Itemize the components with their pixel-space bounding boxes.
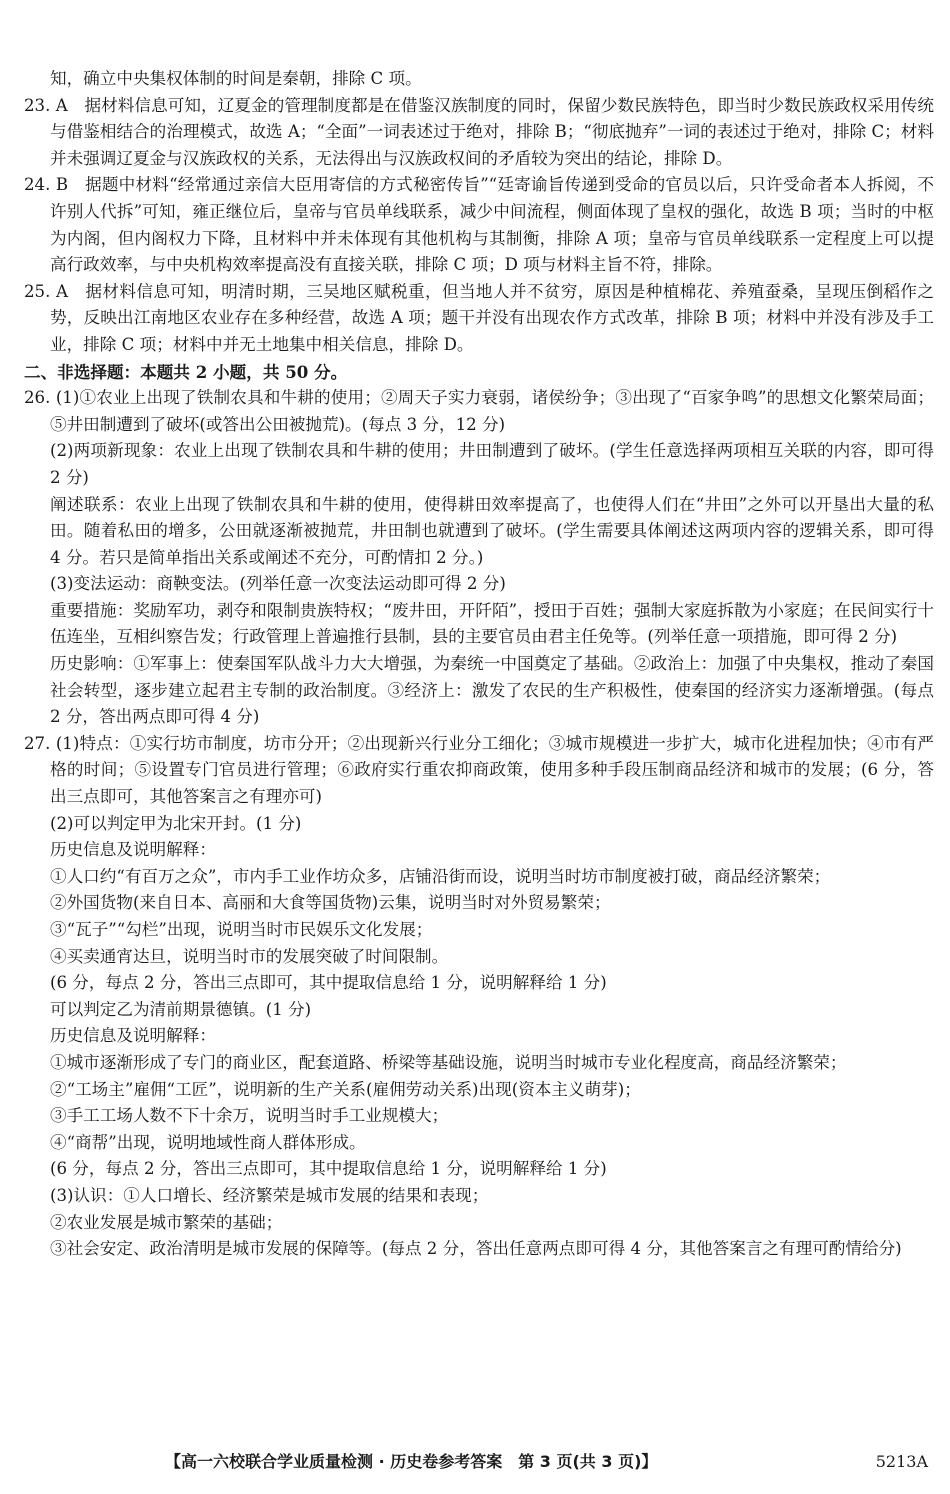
paper-code: 5213A [875,1452,928,1471]
answer-paragraph: 知，确立中央集权体制的时间是秦朝，排除 C 项。 [50,69,422,88]
answer-paragraph: ④“商帮”出现，说明地域性商人群体形成。 [50,1132,366,1152]
answer-paragraph: 27. (1)特点：①实行坊市制度，坊市分开；②出现新兴行业分工细化；③城市规模进一步扩大，城市化进程加快；④市有严格的时间；⑤设置专门官员进行管理；⑥政府实行重农抑商政策，使用多种手段压制商品经济和城市的发展；(6 分，答出三点即可，其他答案言之有理亦可) [24,733,934,807]
footer-title: 【高一六校联合学业质量检测 · 历史卷参考答案 第 3 页(共 3 页)】 [165,1452,658,1471]
answer-paragraph: (3)变法运动：商鞅变法。(列举任意一次变法运动即可得 2 分) [50,574,506,594]
answer-paragraph: ④买卖通宵达旦，说明当时市的发展突破了时间限制。 [50,946,449,966]
answer-paragraph: ③社会安定、政治清明是城市发展的保障等。(每点 2 分，答出任意两点即可得 4 分，其他答案言之有理可酌情给分) [50,1239,902,1259]
answer-paragraph: 25. A 据材料信息可知，明清时期，三吴地区赋税重，但当地人并不贫穷，原因是种植棉花、养殖蚕桑，呈现压倒稻作之势，反映出江南地区农业存在多种经营，故选 A 项；题干并没有出现农作方式改革，排除 B 项；材料中并没有涉及手工业，排除 C 项；材料中并无土地集中相关信息，排除 D。 [24,281,934,354]
answer-paragraph: (6 分，每点 2 分，答出三点即可，其中提取信息给 1 分，说明解释给 1 分) [50,1159,607,1179]
answer-paragraph: 重要措施：奖励军功，剥夺和限制贵族特权；“废井田，开阡陌”，授田于百姓；强制大家庭拆散为小家庭；在民间实行十伍连坐，互相纠察告发；行政管理上普遍推行县制，县的主要官员由君主任免等。(列举任意一项措施，即可得 2 分) [50,600,934,647]
answer-paragraph: 可以判定乙为清前期景德镇。(1 分) [50,999,312,1019]
answer-paragraph: 24. B 据题中材料“经常通过亲信大臣用寄信的方式秘密传旨”“廷寄谕旨传递到受命的官员以后，只许受命者本人拆阅，不许别人代拆”可知，雍正继位后，皇帝与官员单线联系，减少中间流程，侧面体现了皇权的强化，故选 B 项；当时的中枢为内阁，但内阁权力下降，且材料中并未体现有其他机构与其制衡，排除 A 项；皇帝与官员单线联系一定程度上可以提高行政效率，与中央机构效率提高没有直接关联，排除 C 项；D 项与材料主旨不符，排除。 [24,175,934,275]
answer-key-content [24,66,934,1263]
answer-paragraph: (2)可以判定甲为北宋开封。(1 分) [50,813,302,833]
answer-paragraph: (2)两项新现象：农业上出现了铁制农具和牛耕的使用；井田制遭到了破坏。(学生任意选择两项相互关联的内容，即可得 2 分) [50,441,934,487]
answer-paragraph: ②外国货物(来自日本、高丽和大食等国货物)云集，说明当时对外贸易繁荣； [50,893,611,913]
answer-paragraph: (6 分，每点 2 分，答出三点即可，其中提取信息给 1 分，说明解释给 1 分) [50,973,607,993]
answer-paragraph: ③手工工场人数不下十余万，说明当时手工业规模大； [50,1106,449,1126]
answer-paragraph: (3)认识：①人口增长、经济繁荣是城市发展的结果和表现； [50,1185,489,1205]
section-heading: 二、非选择题：本题共 2 小题，共 50 分。 [24,361,348,382]
answer-paragraph: 历史信息及说明解释： [50,840,216,860]
answer-paragraph: 23. A 据材料信息可知，辽夏金的管理制度都是在借鉴汉族制度的同时，保留少数民族特色，即当时少数民族政权采用传统与借鉴相结合的治理模式，故选 A；“全面”一词表述过于绝对，排除 B；“彻底抛弃”一词的表述过于绝对，排除 C；材料并未强调辽夏金与汉族政权的关系，无法得出与汉族政权间的矛盾较为突出的结论，排除 D。 [24,95,934,168]
answer-paragraph: ②“工场主”雇佣“工匠”，说明新的生产关系(雇佣劳动关系)出现(资本主义萌芽)； [50,1079,641,1099]
answer-paragraph: 历史信息及说明解释： [50,1026,216,1046]
answer-paragraph: 阐述联系：农业上出现了铁制农具和牛耕的使用，使得耕田效率提高了，也使得人们在“井田”之外可以开垦出大量的私田。随着私田的增多，公田就逐渐被抛荒，井田制也就遭到了破坏。(学生需要具体阐述这两项内容的逻辑关系，即可得 4 分。若只是简单指出关系或阐述不充分，可酌情扣 2 分。) [50,494,934,567]
page-footer [0,1448,950,1478]
answer-paragraph: ③“瓦子”“勾栏”出现，说明当时市民娱乐文化发展； [50,920,433,939]
answer-paragraph: ①城市逐渐形成了专门的商业区，配套道路、桥梁等基础设施，说明当时城市专业化程度高，商品经济繁荣； [50,1052,847,1072]
answer-paragraph: 26. (1)①农业上出现了铁制农具和牛耕的使用；②周天子实力衰弱，诸侯纷争；③出现了“百家争鸣”的思想文化繁荣局面；⑤井田制遭到了破坏(或答出公田被抛荒)。(每点 3 分，12 分) [24,388,934,434]
answer-paragraph: 历史影响：①军事上：使秦国军队战斗力大大增强，为秦统一中国奠定了基础。②政治上：加强了中央集权，推动了秦国社会转型，逐步建立起君主专制的政治制度。③经济上：激发了农民的生产积极性，使秦国的经济实力逐渐增强。(每点 2 分，答出两点即可得 4 分) [50,654,934,727]
answer-paragraph: ②农业发展是城市繁荣的基础； [50,1212,283,1232]
answer-paragraph: ①人口约“有百万之众”，市内手工业作坊众多，店铺沿街而设，说明当时坊市制度被打破，商品经济繁荣； [50,866,831,886]
